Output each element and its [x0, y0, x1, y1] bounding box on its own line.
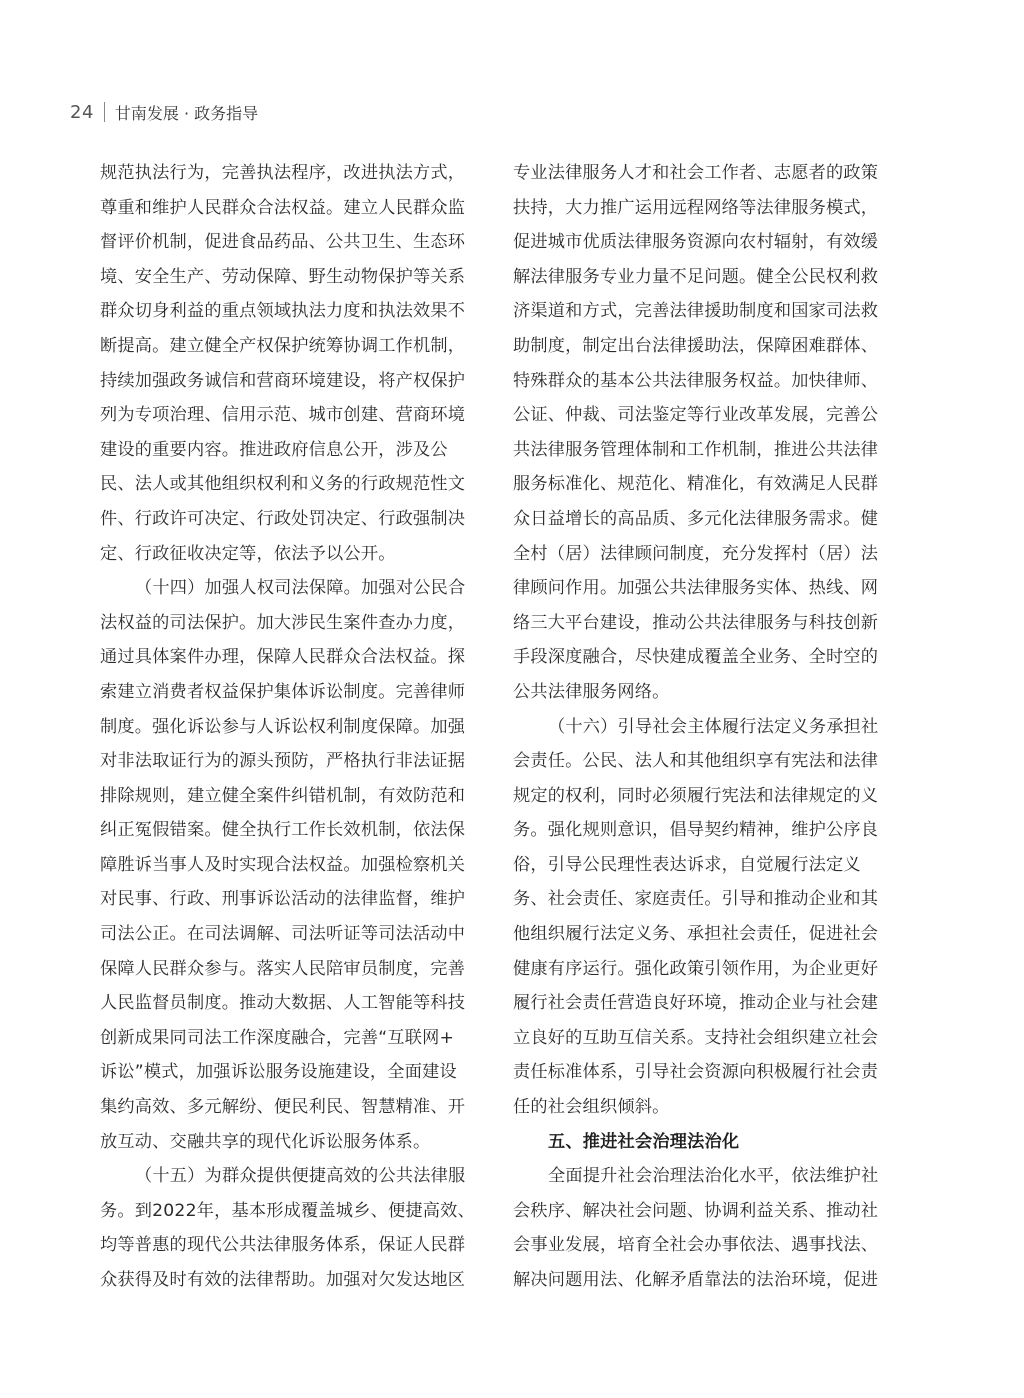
text-line: 尊重和维护人民群众合法权益。建立人民群众监	[100, 197, 466, 218]
text-line: 对民事、行政、刑事诉讼活动的法律监督，维护	[100, 889, 466, 910]
text-line: 共法律服务管理体制和工作机制，推进公共法律	[513, 439, 879, 460]
text-line: 创新成果同司法工作深度融合，完善“互联网+	[100, 1027, 455, 1048]
text-line: 公共法律服务网络。	[513, 681, 670, 702]
text-line: 专业法律服务人才和社会工作者、志愿者的政策	[513, 163, 879, 183]
text-line: （十五）为群众提供便捷高效的公共法律服	[135, 1166, 466, 1187]
text-line: 制度。强化诉讼参与人诉讼权利制度保障。加强	[100, 716, 466, 737]
text-line: 规定的权利，同时必须履行宪法和法律规定的义	[513, 785, 879, 806]
text-line: 公证、仲裁、司法鉴定等行业改革发展，完善公	[513, 405, 879, 426]
text-line: 全村（居）法律顾问制度，充分发挥村（居）法	[513, 543, 879, 564]
text-line: 断提高。建立健全产权保护统筹协调工作机制，	[100, 335, 466, 356]
text-line: 务。强化规则意识，倡导契约精神，维护公序良	[513, 820, 879, 841]
text-line: 健康有序运行。强化政策引领作用，为企业更好	[513, 958, 879, 979]
text-line: 济渠道和方式，完善法律援助制度和国家司法救	[513, 301, 879, 322]
header-divider	[104, 102, 105, 122]
text-line: 促进城市优质法律服务资源向农村辐射，有效缓	[513, 232, 879, 253]
left-text-column	[100, 156, 476, 1298]
text-line: 障胜诉当事人及时实现合法权益。加强检察机关	[100, 854, 466, 875]
text-line: 民、法人或其他组织权利和义务的行政规范性文	[100, 474, 466, 495]
text-line: 督评价机制，促进食品药品、公共卫生、生态环	[100, 232, 466, 253]
text-line: 服务标准化、规范化、精准化，有效满足人民群	[513, 474, 879, 495]
text-line: 会事业发展，培育全社会办事依法、遇事找法、	[513, 1235, 879, 1256]
text-line: （十四）加强人权司法保障。加强对公民合	[135, 578, 466, 599]
right-text-column	[513, 156, 889, 1298]
text-line: 对非法取证行为的源头预防，严格执行非法证据	[100, 751, 466, 772]
text-line: 扶持，大力推广运用远程网络等法律服务模式，	[513, 197, 879, 218]
text-line: 立良好的互助互信关系。支持社会组织建立社会	[513, 1027, 879, 1048]
text-line: （十六）引导社会主体履行法定义务承担社	[548, 716, 879, 737]
text-line: 人民监督员制度。推动大数据、人工智能等科技	[100, 993, 466, 1014]
text-line: 索建立消费者权益保护集体诉讼制度。完善律师	[100, 681, 466, 702]
text-line: 手段深度融合，尽快建成覆盖全业务、全时空的	[513, 647, 879, 668]
section-heading: 五、推进社会治理法治化	[548, 1131, 740, 1152]
text-line: 司法公正。在司法调解、司法听证等司法活动中	[100, 924, 466, 945]
text-line: 众获得及时有效的法律帮助。加强对欠发达地区	[100, 1270, 466, 1290]
text-line: 解决问题用法、化解矛盾靠法的法治环境，促进	[513, 1270, 879, 1290]
text-line: 助制度，制定出台法律援助法，保障困难群体、	[513, 335, 879, 356]
text-line: 责任标准体系，引导社会资源向积极履行社会责	[513, 1062, 879, 1083]
text-line: 法权益的司法保护。加大涉民生案件查办力度，	[100, 612, 466, 633]
text-line: 通过具体案件办理，保障人民群众合法权益。探	[100, 647, 466, 668]
text-line: 务。到2022年，基本形成覆盖城乡、便捷高效、	[100, 1200, 475, 1221]
text-line: 诉讼”模式，加强诉讼服务设施建设，全面建设	[100, 1062, 457, 1083]
text-line: 排除规则，建立健全案件纠错机制，有效防范和	[100, 785, 466, 806]
text-line: 务、社会责任、家庭责任。引导和推动企业和其	[513, 889, 879, 910]
text-line: 群众切身利益的重点领域执法力度和执法效果不	[100, 301, 466, 322]
page-header	[70, 99, 258, 125]
text-line: 纠正冤假错案。健全执行工作长效机制，依法保	[100, 820, 466, 841]
text-line: 俗，引导公民理性表达诉求，自觉履行法定义	[513, 854, 861, 875]
text-line: 全面提升社会治理法治化水平，依法维护社	[548, 1166, 879, 1187]
text-line: 解法律服务专业力量不足问题。健全公民权利救	[513, 266, 879, 287]
text-line: 众日益增长的高品质、多元化法律服务需求。健	[513, 508, 879, 529]
text-line: 会责任。公民、法人和其他组织享有宪法和法律	[513, 751, 879, 772]
text-line: 特殊群众的基本公共法律服务权益。加快律师、	[513, 370, 879, 391]
text-line: 均等普惠的现代公共法律服务体系，保证人民群	[100, 1235, 466, 1256]
text-line: 规范执法行为，完善执法程序，改进执法方式，	[100, 163, 466, 183]
page-number: 24	[70, 101, 94, 123]
text-line: 持续加强政务诚信和营商环境建设，将产权保护	[100, 370, 466, 391]
text-line: 境、安全生产、劳动保障、野生动物保护等关系	[100, 266, 466, 287]
text-line: 律顾问作用。加强公共法律服务实体、热线、网	[513, 578, 879, 599]
text-line: 他组织履行法定义务、承担社会责任，促进社会	[513, 924, 879, 945]
journal-title: 甘南发展 · 政务指导	[114, 103, 259, 123]
text-line: 放互动、交融共享的现代化诉讼服务体系。	[100, 1131, 431, 1152]
text-line: 建设的重要内容。推进政府信息公开，涉及公	[100, 439, 448, 460]
text-line: 列为专项治理、信用示范、城市创建、营商环境	[100, 405, 466, 426]
text-line: 会秩序、解决社会问题、协调利益关系、推动社	[513, 1200, 879, 1221]
text-line: 定、行政征收决定等，依法予以公开。	[100, 543, 396, 564]
text-line: 保障人民群众参与。落实人民陪审员制度，完善	[100, 958, 466, 979]
text-line: 件、行政许可决定、行政处罚决定、行政强制决	[100, 508, 466, 529]
text-line: 任的社会组织倾斜。	[513, 1097, 670, 1118]
text-line: 集约高效、多元解纷、便民利民、智慧精准、开	[100, 1097, 466, 1118]
text-line: 络三大平台建设，推动公共法律服务与科技创新	[513, 612, 879, 633]
text-line: 履行社会责任营造良好环境，推动企业与社会建	[513, 993, 879, 1014]
